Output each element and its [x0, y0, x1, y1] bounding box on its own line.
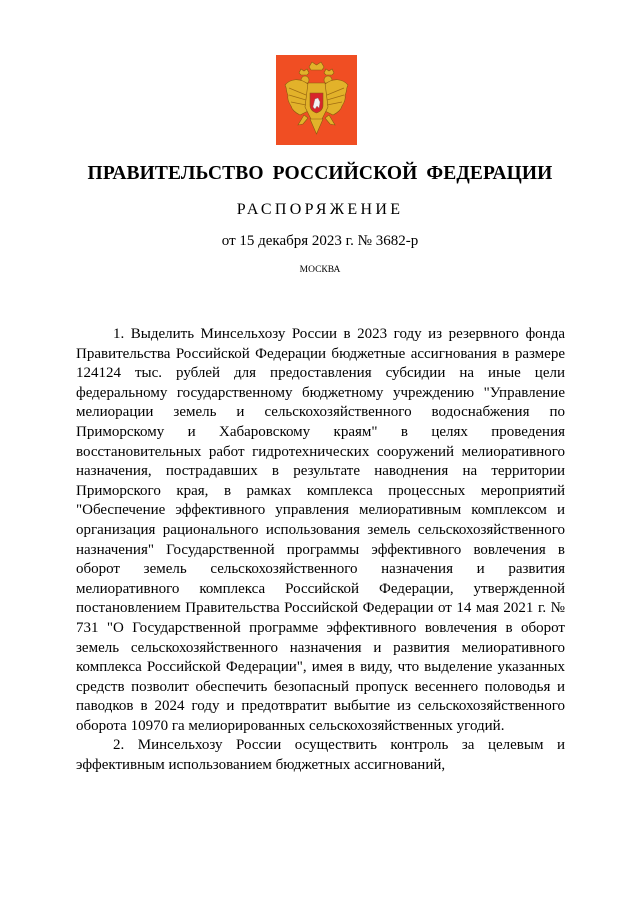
- paragraph-1: 1. Выделить Минсельхозу России в 2023 году из резервного фонда Правительства Российской Федерации бюджетные ассигнования в размере 124124 тыс. рублей для предоставления субсидии на иные цели федеральному государственному бюджетному учреждению "Управление мелиорации земель и сельскохозяйственного водоснабжения по Приморскому и Хабаровскому краям" в целях проведения восстановительных работ гидротехнических сооружений мелиоративного назначения, пострадавших в результате наводнения на территории Приморского края, в рамках комплекса процессных мероприятий "Обеспечение эффективного управления мелиоративным комплексом и организация рационального использования земель сельскохозяйственного назначения" Государственной программы эффективного вовлечения в оборот земель сельскохозяйственного назначения и развития мелиоративного комплекса Российской Федерации, утвержденной постановлением Правительства Российской Федерации от 14 мая 2021 г. № 731 "О Государственной программе эффективного вовлечения в оборот земель сельскохозяйственного назначения и развития мелиоративного комплекса Российской Федерации", имея в виду, что выделение указанных средств позволит обеспечить безопасный пропуск весеннего половодья и паводков в 2024 году и предотвратит выбытие из сельскохозяйственного оборота 10970 га мелиорированных сельскохозяйственных угодий.: [76, 326, 565, 734]
- city-label: МОСКВА: [299, 265, 341, 275]
- document-body: [76, 325, 565, 776]
- paragraph-2: 2. Минсельхозу России осуществить контроль за целевым и эффективным использованием бюджетных ассигнований,: [76, 737, 565, 774]
- coat-of-arms-icon: [276, 55, 357, 145]
- document-type: РАСПОРЯЖЕНИЕ: [236, 201, 404, 218]
- government-title: ПРАВИТЕЛЬСТВО РОССИЙСКОЙ ФЕДЕРАЦИИ: [87, 163, 553, 184]
- document-date-number: от 15 декабря 2023 г. № 3682-р: [221, 233, 419, 249]
